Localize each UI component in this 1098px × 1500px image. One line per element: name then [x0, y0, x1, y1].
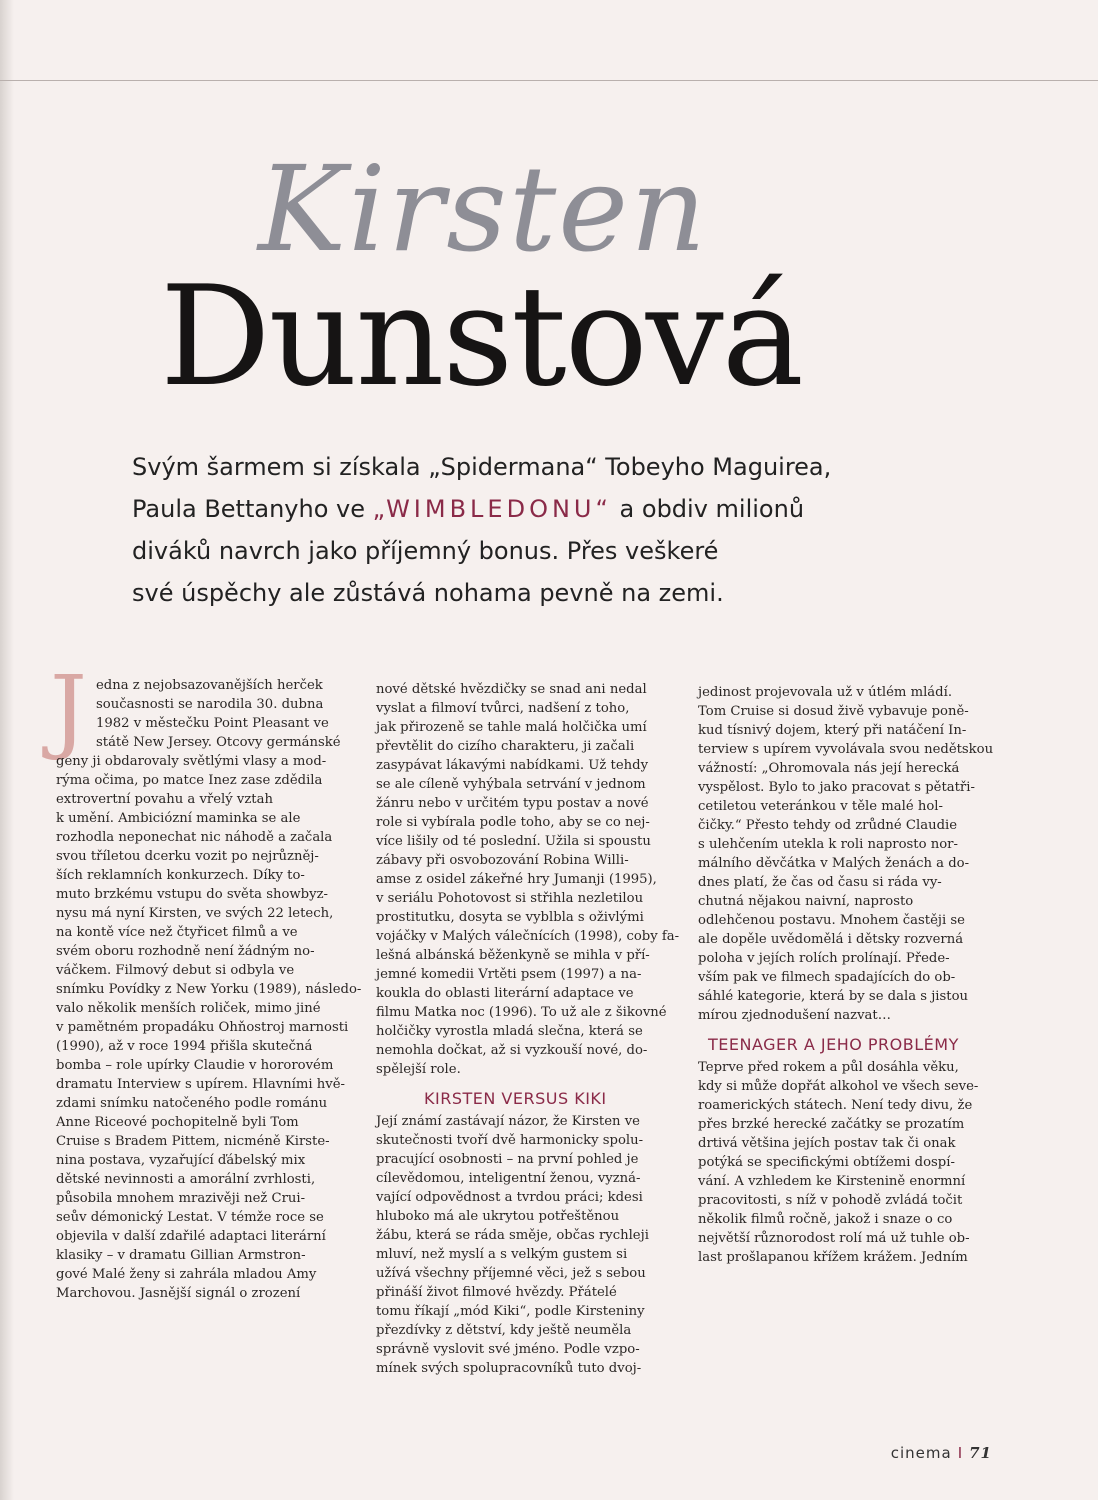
text-line: vším pak ve filmech spadajících do ob- — [698, 970, 956, 985]
text-line: největší různorodost rolí má už tuhle ob- — [698, 1231, 970, 1246]
text-line: poloha v jejích rolích prolínají. Přede- — [698, 951, 950, 966]
text-line: koukla do oblasti literární adaptace ve — [376, 986, 634, 1001]
text-line: čičky.“ Přesto tehdy od zrůdné Claudie — [698, 818, 958, 833]
text-line: Anne Riceové pochopitelně byli Tom — [56, 1115, 299, 1130]
text-line: správně vyslovit své jméno. Podle vzpo- — [376, 1342, 640, 1357]
text-line: ale dopěle uvědomělá i dětsky rozverná — [698, 932, 964, 947]
text-line: současnosti se narodila 30. dubna — [96, 697, 324, 712]
text-line: se ale cíleně vyhýbala setrvání v jednom — [376, 777, 646, 792]
text-line: potýká se specifickými obtížemi dospí- — [698, 1155, 955, 1170]
text-line: jedinost projevovala už v útlém mládí. — [698, 685, 953, 700]
text-line: vající odpovědnost a tvrdou práci; kdesi — [376, 1190, 643, 1205]
text-line: státě New Jersey. Otcovy germánské — [96, 735, 341, 750]
text-line: více lišily od té poslední. Užila si spoustu — [376, 834, 651, 849]
text-line: cetiletou veteránkou v těle malé hol- — [698, 799, 943, 814]
text-line: žánru nebo v určitém typu postav a nové — [376, 796, 649, 811]
text-line: s ulehčením utekla k roli naprosto nor- — [698, 837, 958, 852]
top-rule — [0, 80, 1098, 81]
lead-line-2 — [132, 488, 932, 530]
text-line: snímku Povídky z New Yorku (1989), následo- — [56, 982, 362, 997]
article-column-2 — [376, 680, 680, 1378]
text-line: přináší život filmové hvězdy. Přátelé — [376, 1285, 617, 1300]
text-line: kdy si může dopřát alkohol ve všech seve- — [698, 1079, 979, 1094]
text-line: žábu, která se ráda směje, občas rychleji — [376, 1228, 649, 1243]
text-line: last prošlapanou křížem krážem. Jedním — [698, 1250, 968, 1265]
lead-line-1: Svým šarmem si získala „Spidermana“ Tobeyho Maguirea, — [132, 453, 832, 481]
text-line: (1990), až v roce 1994 přišla skutečná — [56, 1039, 313, 1054]
page-footer — [891, 1444, 992, 1462]
text-line: Tom Cruise si dosud živě vybavuje poně- — [698, 704, 969, 719]
text-line: gové Malé ženy si zahrála mladou Amy — [56, 1267, 317, 1282]
text-line: skutečnosti tvoří dvě harmonicky spolu- — [376, 1133, 644, 1148]
drop-cap: J — [50, 656, 87, 763]
text-line: prostitutku, dosyta se vyblbla s oživlými — [376, 910, 644, 925]
text-line: pracovitosti, s níž v pohodě zvládá točit — [698, 1193, 963, 1208]
column-1-text — [56, 676, 362, 1303]
text-line: málního děvčátka v Malých ženách a do- — [698, 856, 970, 871]
footer-separator: I — [957, 1444, 964, 1462]
title-first-name: Kirsten — [258, 140, 709, 278]
text-line: objevila v další zdařilé adaptaci literární — [56, 1229, 326, 1244]
text-line: zábavy při osvobozování Robina Willi- — [376, 853, 629, 868]
lead-line-4: své úspěchy ale zůstává nohama pevně na zemi. — [132, 579, 724, 607]
lead-line-2-end: a obdiv milionů — [611, 495, 805, 523]
text-line: vání. A vzhledem ke Kirstenině enormní — [698, 1174, 966, 1189]
text-line: edna z nejobsazovanějších herček — [96, 678, 323, 693]
text-line: v seriálu Pohotovost si střihla nezletilou — [376, 891, 644, 906]
text-line: nové dětské hvězdičky se snad ani nedal — [376, 682, 647, 697]
text-line: muto brzkému vstupu do světa showbyz- — [56, 887, 328, 902]
text-line: sáhlé kategorie, která by se dala s jistou — [698, 989, 969, 1004]
text-line: nina postava, vyzařující ďábelský mix — [56, 1153, 306, 1168]
text-line: seův démonický Lestat. V témže roce se — [56, 1210, 324, 1225]
text-line: holčičky vyrostla mladá slečna, která se — [376, 1024, 643, 1039]
title-last-name: Dunstová — [160, 256, 802, 417]
text-line: v pamětném propadáku Ohňostroj marnosti — [56, 1020, 349, 1035]
page-fold-shadow — [0, 0, 14, 1500]
text-line: k umění. Ambiciózní maminka se ale — [56, 811, 301, 826]
text-line: přezdívky z dětství, kdy ještě neuměla — [376, 1323, 632, 1338]
text-line: vyslat a filmoví tvůrci, nadšení z toho, — [376, 701, 630, 716]
text-line: drtivá většina jejích postav tak či onak — [698, 1136, 956, 1151]
text-line: geny ji obdarovaly světlými vlasy a mod- — [56, 754, 327, 769]
lead-paragraph — [132, 446, 932, 614]
column-3-text-b — [698, 1058, 998, 1267]
text-line: terview s upírem vyvolávala svou nedětskou — [698, 742, 994, 757]
text-line: mluví, než myslí a s velkým gustem si — [376, 1247, 628, 1262]
text-line: převtělit do cizího charakteru, ji začali — [376, 739, 635, 754]
column-3-text-a — [698, 683, 998, 1025]
article-column-1 — [56, 676, 362, 1303]
text-line: Marchovou. Jasnější signál o zrození — [56, 1286, 301, 1301]
column-2-text-b — [376, 1112, 676, 1378]
lead-accent-wimbledon: „WIMBLEDONU“ — [372, 495, 612, 523]
text-line: užívá všechny příjemné věci, jež s sebou — [376, 1266, 646, 1281]
text-line: mínek svých spolupracovníků tuto dvoj- — [376, 1361, 642, 1376]
text-line: rozhodla neponechat nic náhodě a začala — [56, 830, 333, 845]
text-line: zasypávat lákavými nabídkami. Už tehdy — [376, 758, 649, 773]
text-line: Cruise s Bradem Pittem, nicméně Kirste- — [56, 1134, 330, 1149]
text-line: nemohla dočkat, až si vyzkouší nové, do- — [376, 1043, 648, 1058]
text-line: Její známí zastávají názor, že Kirsten ve — [376, 1114, 640, 1129]
text-line: nysu má nyní Kirsten, ve svých 22 letech, — [56, 906, 334, 921]
text-line: tomu říkají „mód Kiki“, podle Kirsteniny — [376, 1304, 645, 1319]
text-line: bomba – role upírky Claudie v hororovém — [56, 1058, 334, 1073]
lead-line-2-start: Paula Bettanyho ve — [132, 495, 373, 523]
text-line: Teprve před rokem a půl dosáhla věku, — [698, 1060, 959, 1075]
text-line: přes brzké herecké začátky se prozatím — [698, 1117, 965, 1132]
text-line: vojáčky v Malých válečnících (1998), coby fa- — [376, 929, 680, 944]
text-line: dětské nevinnosti a amorální zvrhlosti, — [56, 1172, 316, 1187]
text-line: klasiky – v dramatu Gillian Armstron- — [56, 1248, 306, 1263]
text-line: 1982 v městečku Point Pleasant ve — [96, 716, 329, 731]
text-line: chutná nějakou naivní, naprosto — [698, 894, 914, 909]
text-line: vyspělost. Bylo to jako pracovat s pětatři- — [698, 780, 975, 795]
article-column-3 — [698, 683, 998, 1267]
text-line: váčkem. Filmový debut si odbyla ve — [56, 963, 295, 978]
text-line: spělejší role. — [376, 1062, 461, 1077]
text-line: vážností: „Ohromovala nás její herecká — [698, 761, 960, 776]
text-line: jemné komedii Vrtěti psem (1997) a na- — [376, 967, 642, 982]
text-line: amse z osidel zákeřné hry Jumanji (1995), — [376, 872, 657, 887]
lead-line-3: diváků navrch jako příjemný bonus. Přes veškeré — [132, 537, 719, 565]
footer-section-name: cinema — [890, 1444, 952, 1462]
text-line: lešná albánská běženkyně se mihla v pří- — [376, 948, 650, 963]
text-line: zdami snímku natočeného podle románu — [56, 1096, 328, 1111]
text-line: svou tříletou dcerku vozit po nejrůzněj- — [56, 849, 319, 864]
text-line: jak přirozeně se tahle malá holčička umí — [376, 720, 647, 735]
text-line: role si vybírala podle toho, aby se co nej- — [376, 815, 650, 830]
text-line: roamerických státech. Není tedy divu, že — [698, 1098, 973, 1113]
text-line: valo několik menších roliček, mimo jiné — [56, 1001, 321, 1016]
text-line: několik filmů ročně, jakož i snaze o co — [698, 1212, 953, 1227]
text-line: cílevědomou, inteligentní ženou, vyzná- — [376, 1171, 641, 1186]
text-line: hluboko má ale ukrytou potřeštěnou — [376, 1209, 620, 1224]
text-line: svém oboru rozhodně není žádným no- — [56, 944, 315, 959]
text-line: působila mnohem mrazivěji než Crui- — [56, 1191, 306, 1206]
text-line: mírou zjednodušení nazvat… — [698, 1008, 891, 1023]
text-line: filmu Matka noc (1996). To už ale z šikovné — [376, 1005, 667, 1020]
text-line: rýma očima, po matce Inez zase zdědila — [56, 773, 323, 788]
text-line: dnes platí, že čas od času si ráda vy- — [698, 875, 942, 890]
text-line: na kontě více než čtyřicet filmů a ve — [56, 925, 298, 940]
text-line: extrovertní povahu a vřelý vztah — [56, 792, 273, 807]
subhead-kirsten-versus-kiki: KIRSTEN VERSUS KIKI — [424, 1089, 607, 1108]
text-line: pracující osobnosti – na první pohled je — [376, 1152, 639, 1167]
column-2-text-a — [376, 680, 680, 1079]
page-number: 71 — [969, 1444, 992, 1462]
text-line: ších reklamních konkurzech. Díky to- — [56, 868, 305, 883]
text-line: dramatu Interview s upírem. Hlavními hvě- — [56, 1077, 345, 1092]
text-line: kud tísnivý dojem, který při natáčení In- — [698, 723, 967, 738]
text-line: odlehčenou postavu. Mnohem častěji se — [698, 913, 965, 928]
subhead-teenager: TEENAGER A JEHO PROBLÉMY — [708, 1035, 959, 1054]
